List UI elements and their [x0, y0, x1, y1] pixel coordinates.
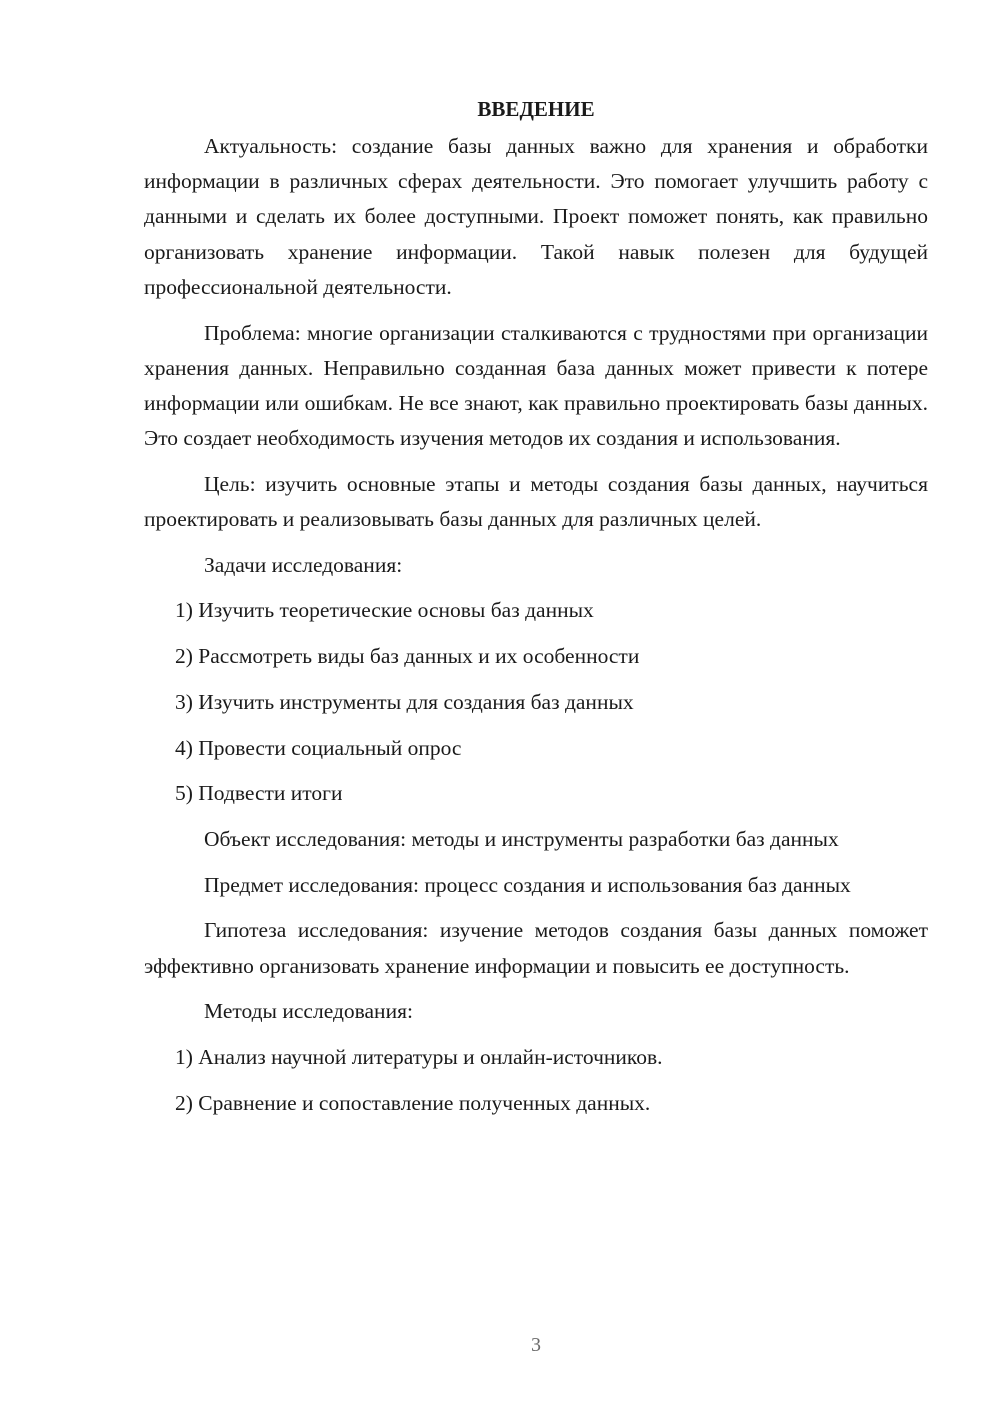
goal-paragraph: Цель: изучить основные этапы и методы создания базы данных, научиться проектировать и реализовывать базы данных для различных целей.: [144, 471, 928, 532]
subject-paragraph: Предмет исследования: процесс создания и использования баз данных: [204, 872, 851, 897]
hypothesis-paragraph: Гипотеза исследования: изучение методов создания базы данных поможет эффективно организовать хранение информации и повысить ее доступность.: [144, 918, 928, 978]
relevance-paragraph: Актуальность: создание базы данных важно для хранения и обработки информации в различных сферах деятельности. Это помогает улучшить работу с данными и сделать их более доступными. Проект поможет понять, как правильно организовать хранение информации. Такой навык полезен для будущей профессиональной деятельности.: [144, 134, 928, 299]
task-item: 1) Изучить теоретические основы баз данных: [175, 598, 594, 623]
methods-heading: Методы исследования:: [204, 999, 413, 1024]
task-item: 5) Подвести итоги: [175, 781, 343, 806]
document-page: [144, 92, 928, 1131]
method-item: 1) Анализ научной литературы и онлайн-источников.: [175, 1044, 663, 1069]
tasks-heading: Задачи исследования:: [204, 552, 403, 577]
task-item: 2) Рассмотреть виды баз данных и их особенности: [175, 644, 640, 669]
task-item: 3) Изучить инструменты для создания баз данных: [175, 689, 634, 714]
object-paragraph: Объект исследования: методы и инструменты разработки баз данных: [204, 826, 839, 851]
page-title: ВВЕДЕНИЕ: [477, 97, 595, 121]
page-number: 3: [531, 1334, 541, 1356]
method-item: 2) Сравнение и сопоставление полученных данных.: [175, 1090, 651, 1115]
task-item: 4) Провести социальный опрос: [175, 735, 462, 760]
problem-paragraph: Проблема: многие организации сталкиваются с трудностями при организации хранения данных. Неправильно созданная база данных может привести к потере информации или ошибкам. Не все знают, как правильно проектировать базы данных. Это создает необходимость изучения методов их создания и использования.: [144, 320, 928, 451]
